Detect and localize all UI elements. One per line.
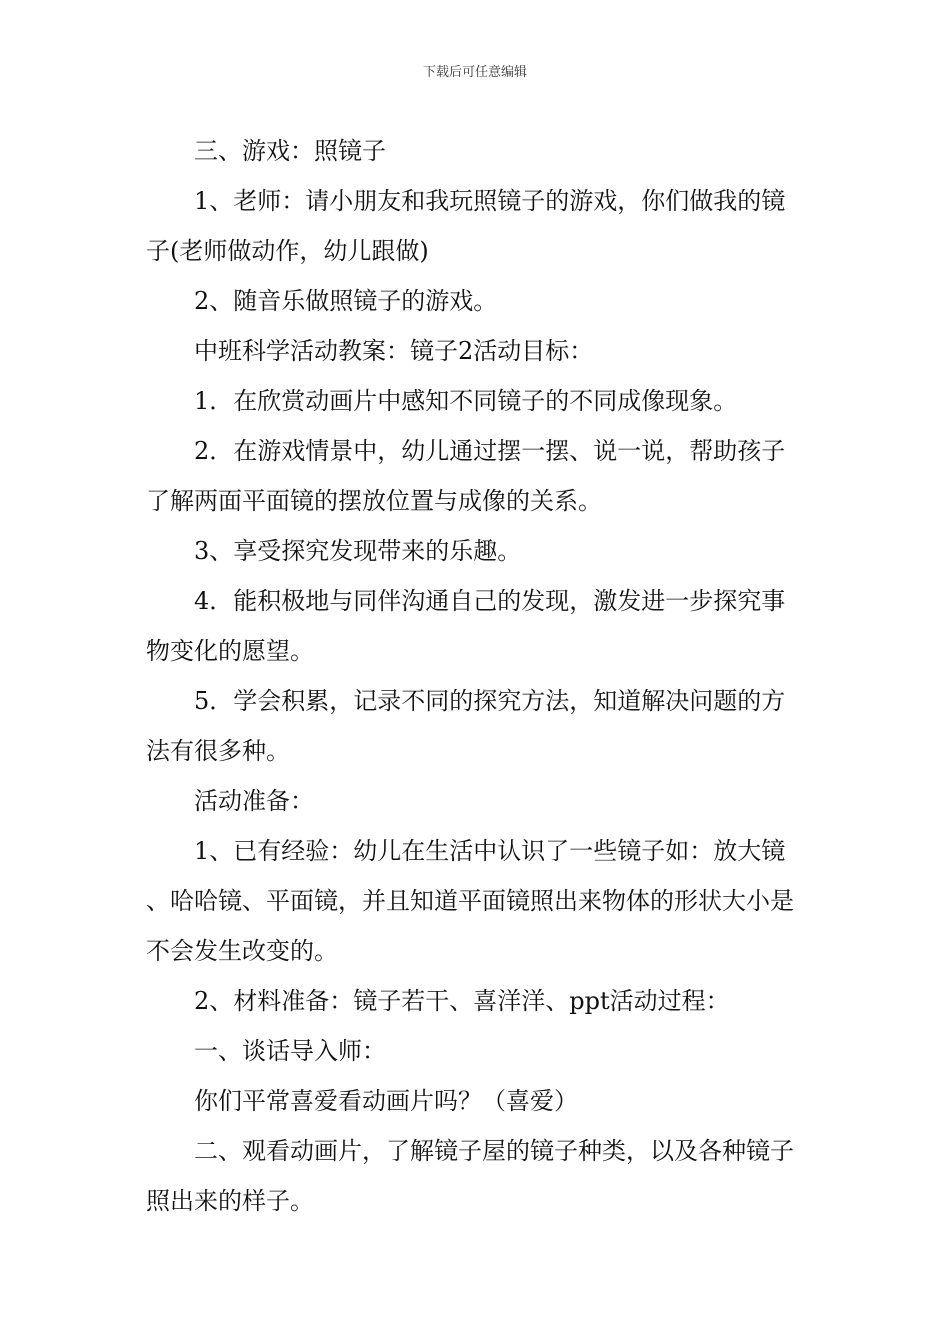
goal-item: 3、享受探究发现带来的乐趣。	[194, 537, 522, 565]
paragraph: 2、随音乐做照镜子的游戏。	[194, 287, 498, 315]
paragraph: 你们平常喜爱看动画片吗？（喜爱）	[194, 1087, 578, 1115]
lesson-plan-title: 中班科学活动教案：镜子2活动目标：	[194, 337, 594, 365]
preparation-item: 2、材料准备：镜子若干、喜洋洋、ppt活动过程：	[194, 987, 730, 1015]
goal-item: 4．能积极地与同伴沟通自己的发现，激发进一步探究事物变化的愿望。	[146, 587, 786, 665]
document-body	[146, 126, 808, 1226]
goal-item: 5．学会积累，记录不同的探究方法，知道解决问题的方法有很多种。	[146, 687, 786, 765]
goal-item: 1．在欣赏动画片中感知不同镜子的不同成像现象。	[194, 387, 738, 415]
section-heading-game: 三、游戏：照镜子	[194, 137, 386, 165]
preparation-item: 1、已有经验：幼儿在生活中认识了一些镜子如：放大镜、哈哈镜、平面镜，并且知道平面镜照出来物体的形状大小是不会发生改变的。	[146, 837, 794, 965]
goal-item: 2．在游戏情景中，幼儿通过摆一摆、说一说，帮助孩子了解两面平面镜的摆放位置与成像的关系。	[146, 437, 786, 515]
section-heading-preparation: 活动准备：	[194, 787, 314, 815]
paragraph: 1、老师：请小朋友和我玩照镜子的游戏，你们做我的镜子(老师做动作，幼儿跟做)	[146, 187, 786, 265]
process-step-heading: 一、谈话导入师：	[194, 1037, 386, 1065]
process-step-heading: 二、观看动画片，了解镜子屋的镜子种类，以及各种镜子照出来的样子。	[146, 1137, 794, 1215]
page-header: 下载后可任意编辑	[422, 65, 527, 80]
